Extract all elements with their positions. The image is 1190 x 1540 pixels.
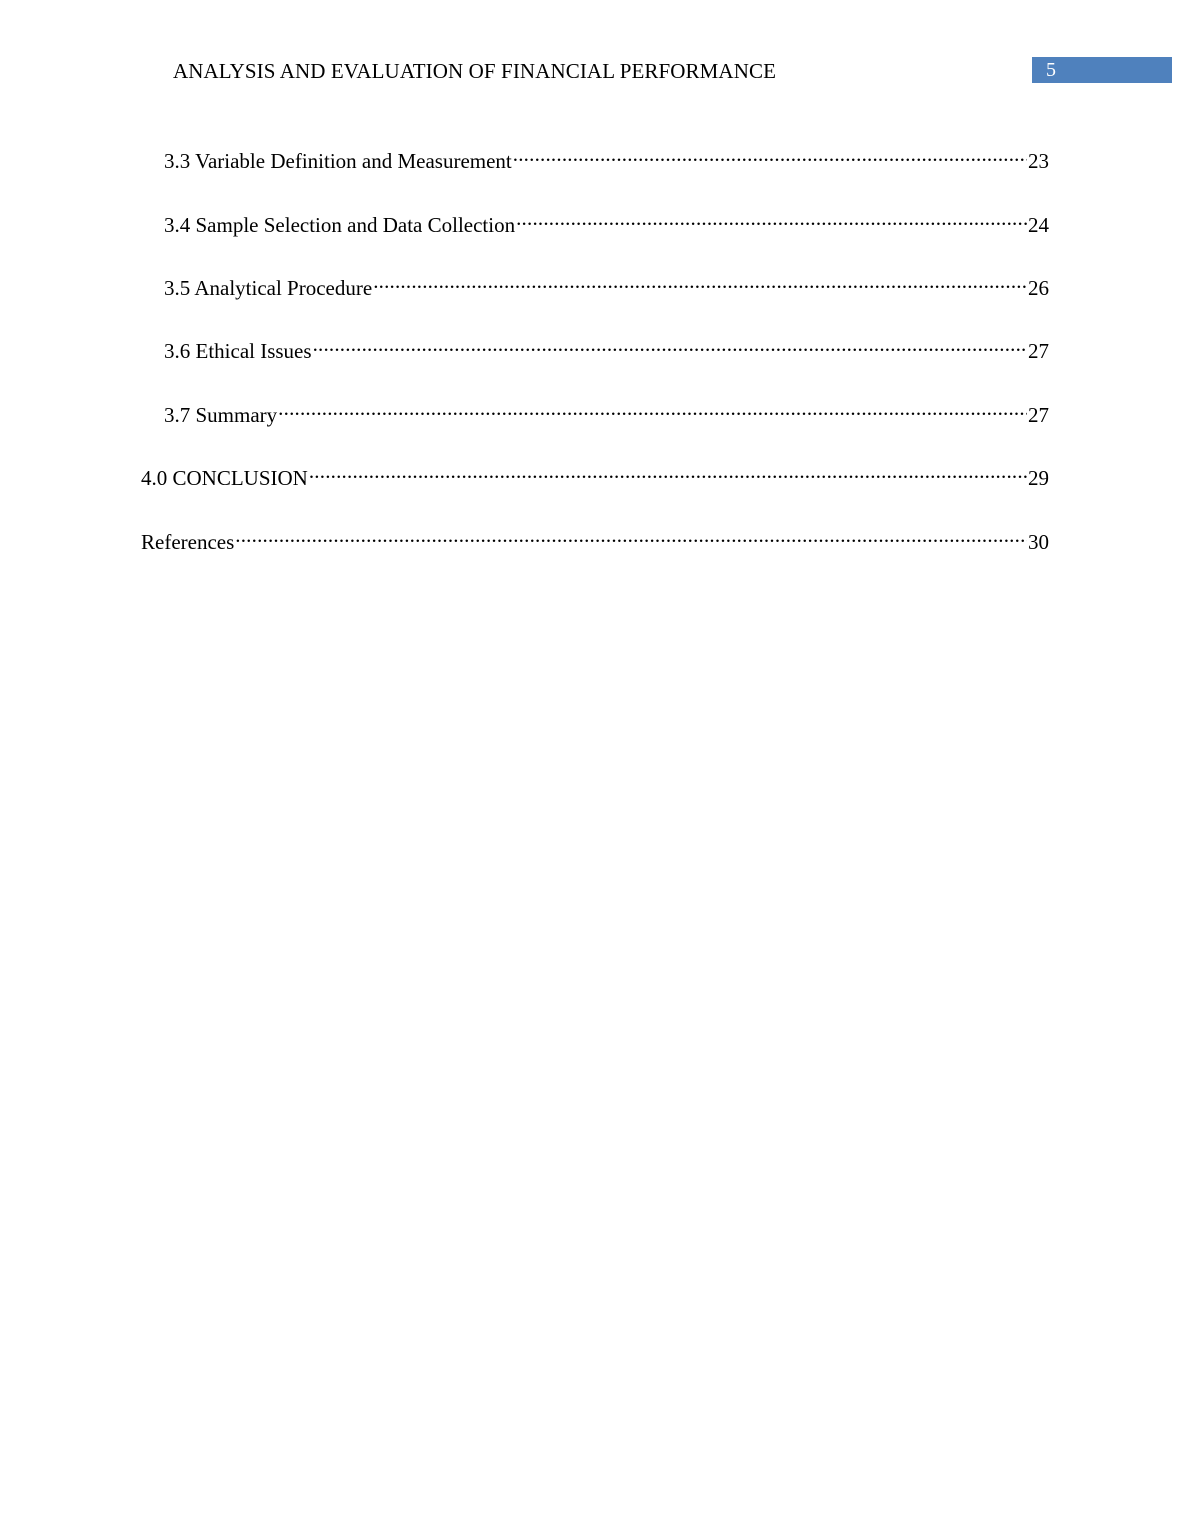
toc-entry-page: 26 (1028, 276, 1049, 300)
page-number-badge: 5 (1032, 57, 1172, 83)
toc-entry-3-3[interactable] (164, 140, 1049, 175)
toc-entry-label: References (141, 530, 235, 554)
toc-dot-leader (373, 267, 1027, 295)
toc-entry-3-6[interactable] (164, 330, 1049, 365)
toc-entry-page: 24 (1028, 213, 1049, 237)
toc-entry-label: 3.3 Variable Definition and Measurement (164, 149, 512, 173)
toc-dot-leader (313, 330, 1027, 358)
toc-entry-references[interactable] (141, 521, 1049, 556)
toc-entry-3-7[interactable] (164, 394, 1049, 429)
toc-entry-page: 30 (1028, 530, 1049, 554)
toc-dot-leader (235, 521, 1027, 549)
toc-entry-page: 27 (1028, 403, 1049, 427)
toc-entry-page: 29 (1028, 466, 1049, 490)
toc-dot-leader (278, 394, 1027, 422)
toc-entry-page: 27 (1028, 339, 1049, 363)
toc-entry-label: 4.0 CONCLUSION (141, 466, 308, 490)
toc-entry-label: 3.6 Ethical Issues (164, 339, 312, 363)
toc-dot-leader (309, 457, 1027, 485)
toc-dot-leader (513, 140, 1027, 168)
toc-entry-page: 23 (1028, 149, 1049, 173)
toc-entry-3-5[interactable] (164, 267, 1049, 302)
toc-entry-label: 3.4 Sample Selection and Data Collection (164, 213, 516, 237)
toc-entry-4-0[interactable] (141, 457, 1049, 492)
toc-dot-leader (516, 204, 1027, 232)
toc-entry-label: 3.5 Analytical Procedure (164, 276, 373, 300)
toc-entry-3-4[interactable] (164, 204, 1049, 239)
running-header-title: ANALYSIS AND EVALUATION OF FINANCIAL PERFORMANCE (173, 59, 776, 83)
toc-entry-label: 3.7 Summary (164, 403, 278, 427)
